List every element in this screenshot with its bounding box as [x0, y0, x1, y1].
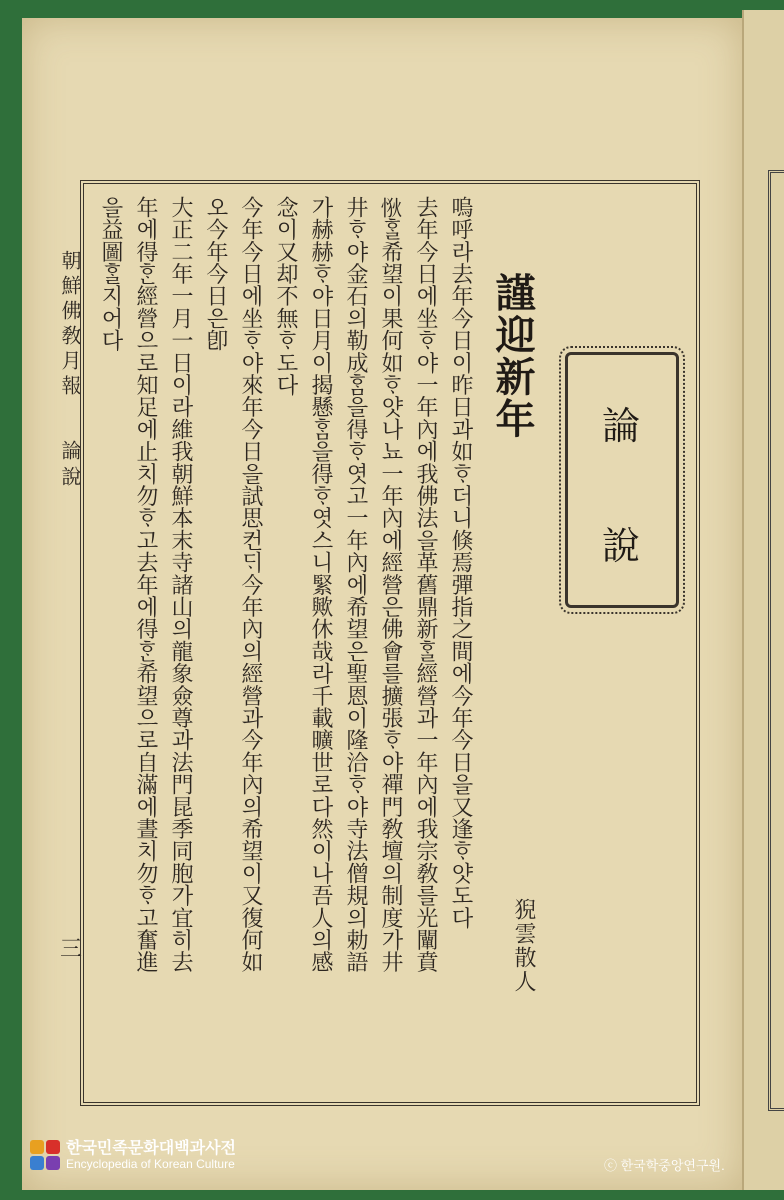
text-column: 𢙹ᄒᆞᆯ希望이果何如ᄒᆞ얏나뇨一年內에經營은佛會를擴張ᄒᆞ야禪門敎壇의制度가井 — [378, 196, 403, 973]
text-column: 年에得ᄒᆞᆫ經營으로知足에止치勿ᄒᆞ고去年에得ᄒᆞᆫ希望으로自滿에晝치勿ᄒᆞ고奮進 — [133, 196, 158, 974]
text-column: 大正二年一月一日이라維我朝鮮本末寺諸山의龍象僉尊과法門昆季同胞가宜히去 — [168, 196, 193, 973]
box-char-2: 說 — [602, 524, 641, 568]
logo-icon — [30, 1140, 60, 1170]
text-column: 井ᄒᆞ야金石의勒成ᄒᆞᆷ을得ᄒᆞ엿고一年內에希望은聖恩이隆洽ᄒᆞ야寺法僧規의勅語 — [343, 196, 368, 973]
text-column: 오今年今日은卽 — [203, 196, 228, 352]
section-box — [565, 352, 679, 608]
section-label: 論說 — [58, 440, 82, 492]
text-column: 가赫赫ᄒᆞ야日月이揭懸ᄒᆞᆷ을得ᄒᆞ엿스니緊歟休哉라千載曠世로다然이나吾人의感 — [308, 196, 333, 973]
text-column: 去年今日에坐ᄒᆞ야一年內에我佛法을革舊鼎新ᄒᆞᆯ經營과一年內에我宗敎를光闡賁 — [413, 196, 438, 973]
text-column: 念이又却不無ᄒᆞ도다 — [273, 196, 298, 396]
article-title: 謹迎新年 — [489, 272, 536, 440]
facing-page-frame — [768, 170, 784, 1111]
logo-english-text: Encyclopedia of Korean Culture — [66, 1156, 235, 1171]
page-number: 三 — [60, 937, 83, 962]
article-author: 猊雲散人 — [511, 898, 536, 994]
copyright-notice: ⓒ 한국학중앙연구원. — [604, 1158, 725, 1173]
article-body — [93, 196, 478, 1076]
encyclopedia-logo — [30, 1140, 236, 1171]
text-column: 을益圖ᄒᆞᆯ지어다 — [98, 196, 123, 352]
logo-korean-text: 한국민족문화대백과사전 — [66, 1140, 237, 1157]
text-column: 今年今日에坐ᄒᆞ야來年今日을試思컨ᄃᆡ今年內의經營과今年內의希望이又復何如 — [238, 196, 263, 973]
text-column: 嗚呼라去年今日이昨日과如ᄒᆞ더니倏焉彈指之間에今年今日을又逢ᄒᆞ얏도다 — [448, 196, 473, 929]
publication-title: 朝鮮佛敎月報 — [58, 250, 82, 400]
box-char-1: 論 — [602, 404, 641, 448]
